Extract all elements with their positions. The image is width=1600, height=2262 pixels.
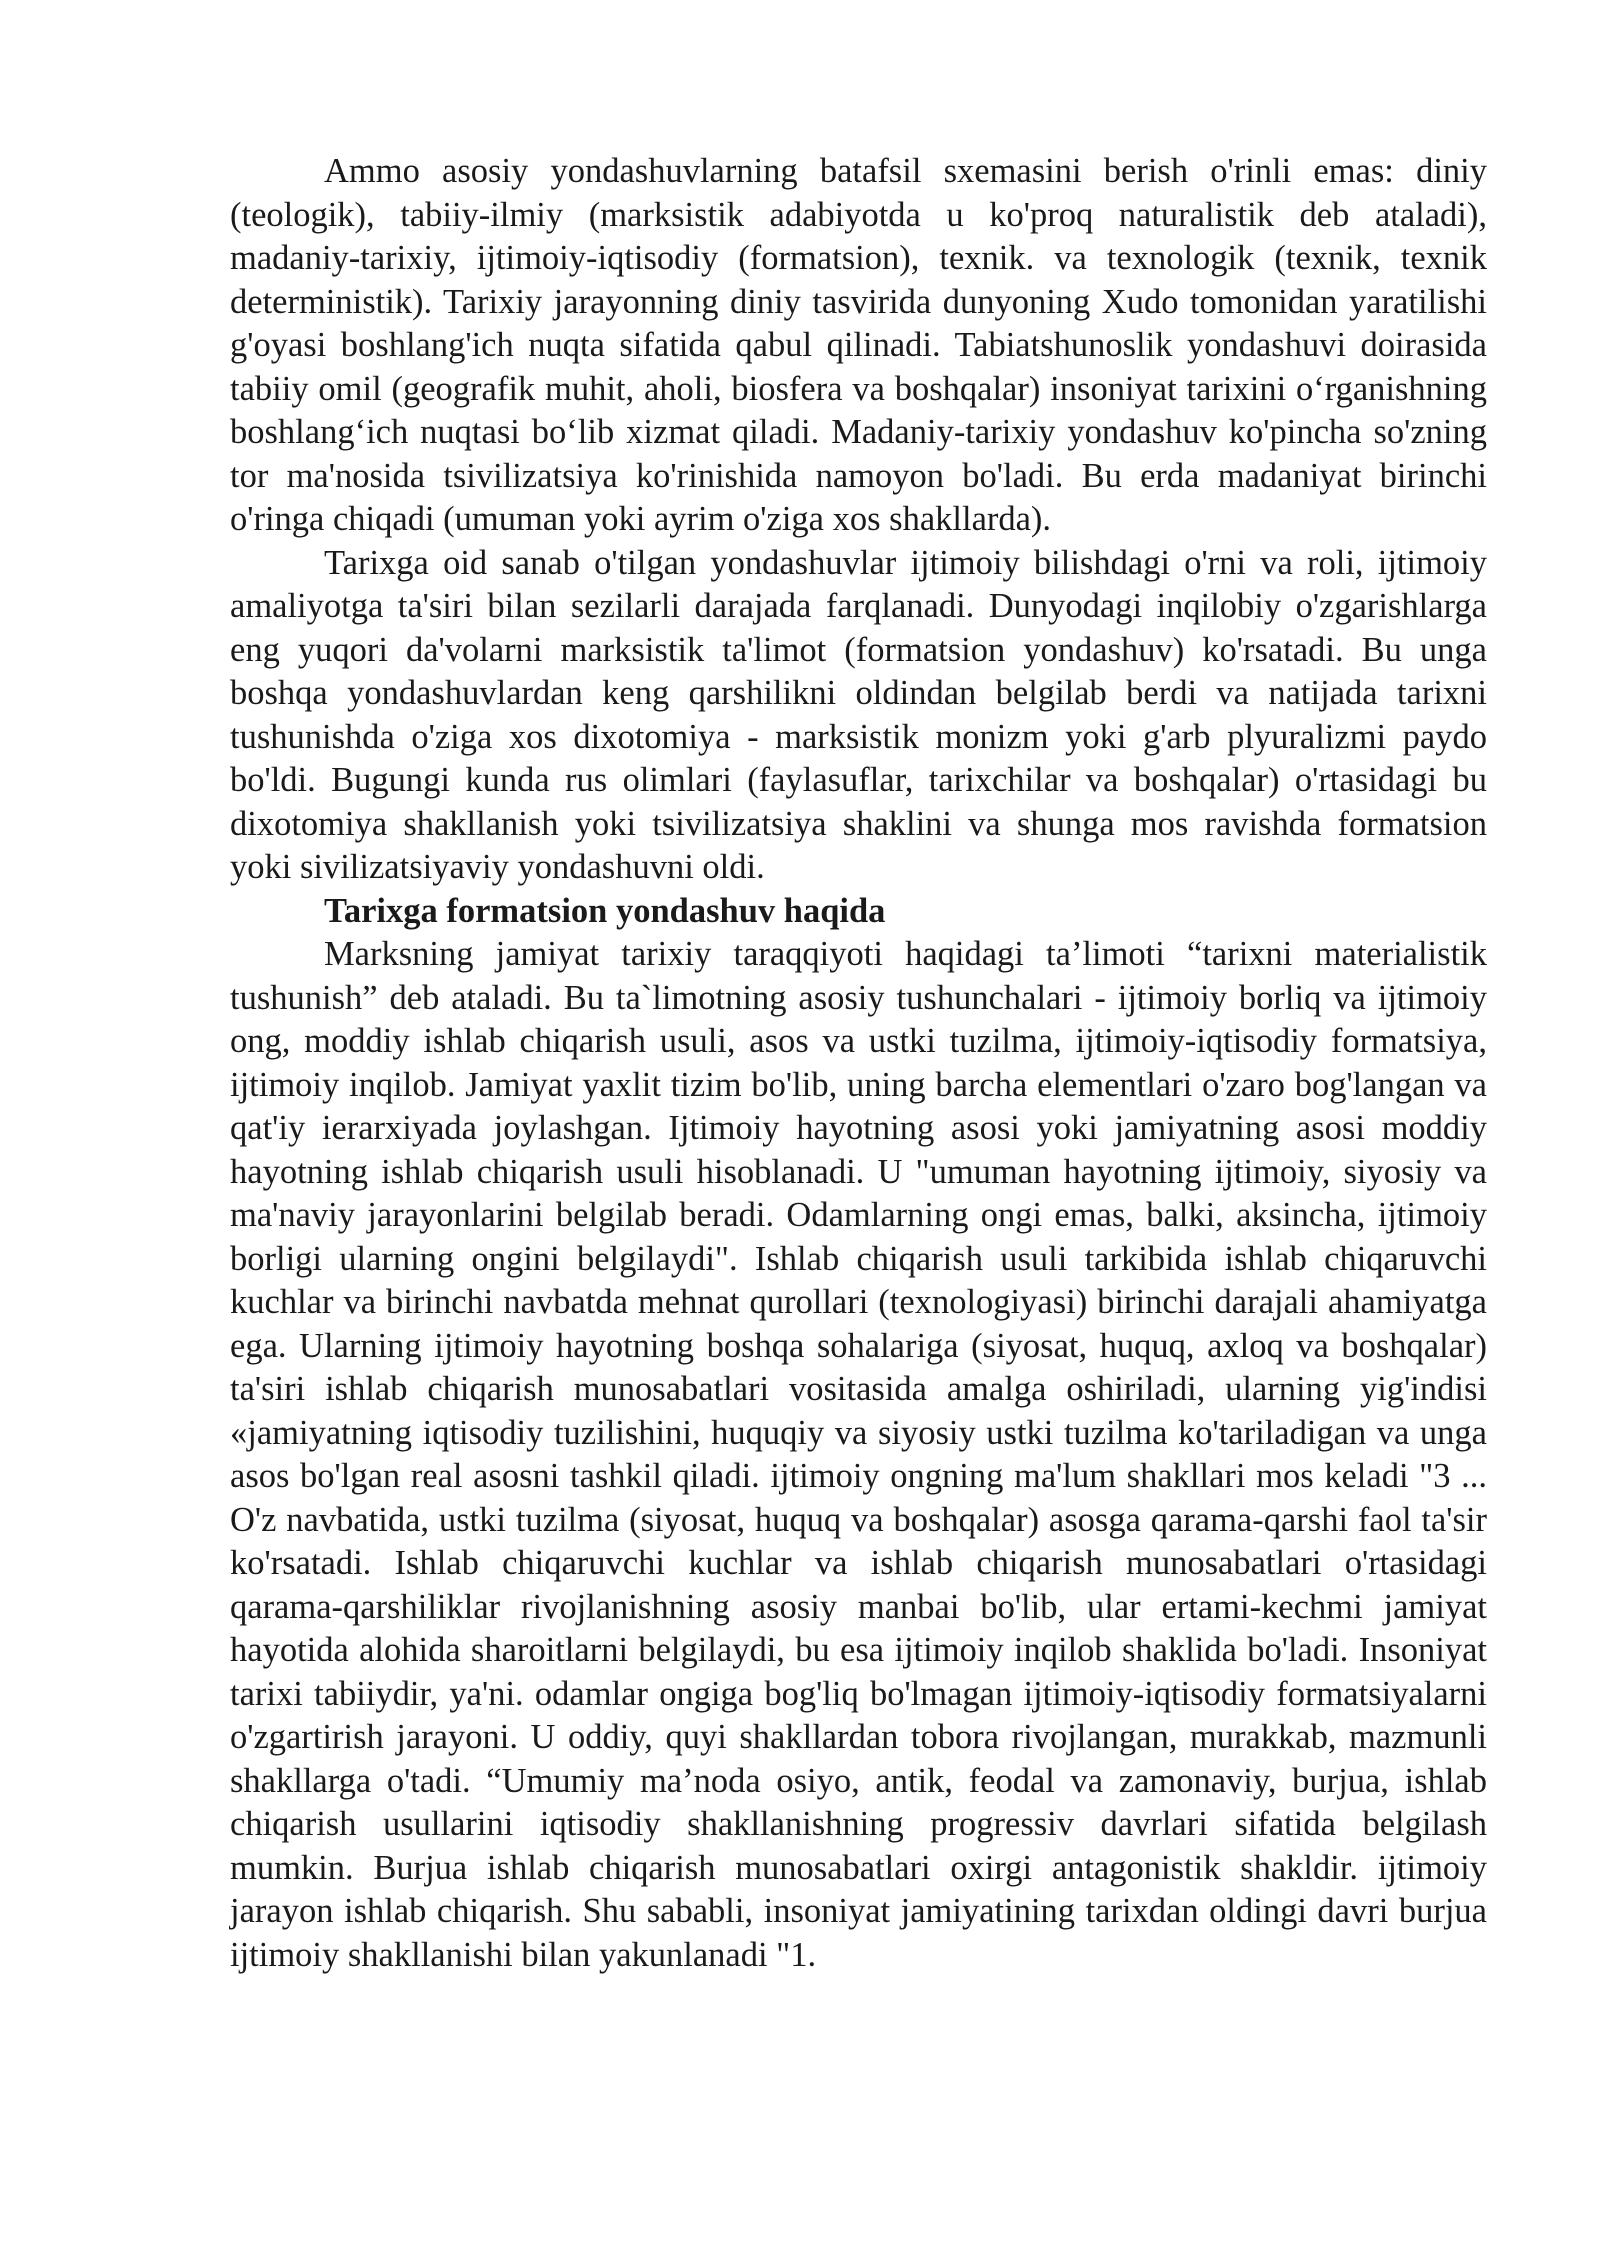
body-paragraph: Marksning jamiyat tarixiy taraqqiyoti haqidagi ta’limoti “tarixni materialistik tushunish” deb ataladi. Bu ta`limotning asosiy tushunchalari - ijtimoiy borliq va ijtimoiy ong, moddiy ishlab chiqarish usuli, asos va ustki tuzilma, ijtimoiy-iqtisodiy formatsiya, ijtimoiy inqilob. Jamiyat yaxlit tizim bo'lib, uning barcha elementlari o'zaro bog'langan va qat'iy ierarxiyada joylashgan. Ijtimoiy hayotning asosi yoki jamiyatning asosi moddiy hayotning ishlab chiqarish usuli hisoblanadi. U "umuman hayotning ijtimoiy, siyosiy va ma'naviy jarayonlarini belgilab beradi. Odamlarning ongi emas, balki, aksincha, ijtimoiy borligi ularning ongini belgilaydi". Ishlab chiqarish usuli tarkibida ishlab chiqaruvchi kuchlar va birinchi navbatda mehnat qurollari (texnologiyasi) birinchi darajali ahamiyatga ega. Ularning ijtimoiy hayotning boshqa sohalariga (siyosat, huquq, axloq va boshqalar) ta'siri ishlab chiqarish munosabatlari vositasida amalga oshiriladi, ularning yig'indisi «jamiyatning iqtisodiy tuzilishini, huquqiy va siyosiy ustki tuzilma ko'tariladigan va unga asos bo'lgan real asosni tashkil qiladi. ijtimoiy ongning ma'lum shakllari mos keladi "3 ... O'z navbatida, ustki tuzilma (siyosat, huquq va boshqalar) asosga qarama-qarshi faol ta'sir ko'rsatadi. Ishlab chiqaruvchi kuchlar va ishlab chiqarish munosabatlari o'rtasidagi qarama-qarshiliklar rivojlanishning asosiy manbai bo'lib, ular ertami-kechmi jamiyat hayotida alohida sharoitlarni belgilaydi, bu esa ijtimoiy inqilob shaklida bo'ladi. Insoniyat tarixi tabiiydir, ya'ni. odamlar ongiga bog'liq bo'lmagan ijtimoiy-iqtisodiy formatsiyalarni o'zgartirish jarayoni. U oddiy, quyi shakllardan tobora rivojlangan, murakkab, mazmunli shakllarga o'tadi. “Umumiy ma’noda osiyo, antik, feodal va zamonaviy, burjua, ishlab chiqarish usullarini iqtisodiy shakllanishning progressiv davrlari sifatida belgilash mumkin. Burjua ishlab chiqarish munosabatlari oxirgi antagonistik shakldir. ijtimoiy jarayon ishlab chiqarish. Shu sababli, insoniyat jamiyatining tarixdan oldingi davri burjua ijtimoiy shakllanishi bilan yakunlanadi "1. (230, 935, 1487, 1974)
body-paragraph: Tarixga oid sanab o'tilgan yondashuvlar ijtimoiy bilishdagi o'rni va roli, ijtimoiy amaliyotga ta'siri bilan sezilarli darajada farqlanadi. Dunyodagi inqilobiy o'zgarishlarga eng yuqori da'volarni marksistik ta'limot (formatsion yondashuv) ko'rsatadi. Bu unga boshqa yondashuvlardan keng qarshilikni oldindan belgilab berdi va natijada tarixni tushunishda o'ziga xos dixotomiya - marksistik monizm yoki g'arb plyuralizmi paydo bo'ldi. Bugungi kunda rus olimlari (faylasuflar, tarixchilar va boshqalar) o'rtasidagi bu dixotomiya shakllanish yoki tsivilizatsiya shaklini va shunga mos ravishda formatsion yoki sivilizatsiyaviy yondashuvni oldi. (230, 543, 1487, 886)
body-paragraph: Ammo asosiy yondashuvlarning batafsil sxemasini berish o'rinli emas: diniy (teologik), tabiiy-ilmiy (marksistik adabiyotda u ko'proq naturalistik deb ataladi), madaniy-tarixiy, ijtimoiy-iqtisodiy (formatsion), texnik. va texnologik (texnik, texnik deterministik). Tarixiy jarayonning diniy tasvirida dunyoning Xudo tomonidan yaratilishi g'oyasi boshlang'ich nuqta sifatida qabul qilinadi. Tabiatshunoslik yondashuvi doirasida tabiiy omil (geografik muhit, aholi, biosfera va boshqalar) insoniyat tarixini o‘rganishning boshlang‘ich nuqtasi bo‘lib xizmat qiladi. Madaniy-tarixiy yondashuv ko'pincha so'zning tor ma'nosida tsivilizatsiya ko'rinishida namoyon bo'ladi. Bu erda madaniyat birinchi o'ringa chiqadi (umuman yoki ayrim o'ziga xos shakllarda). (230, 152, 1487, 538)
document-body (230, 150, 1487, 1977)
section-heading: Tarixga formatsion yondashuv haqida (324, 891, 886, 930)
